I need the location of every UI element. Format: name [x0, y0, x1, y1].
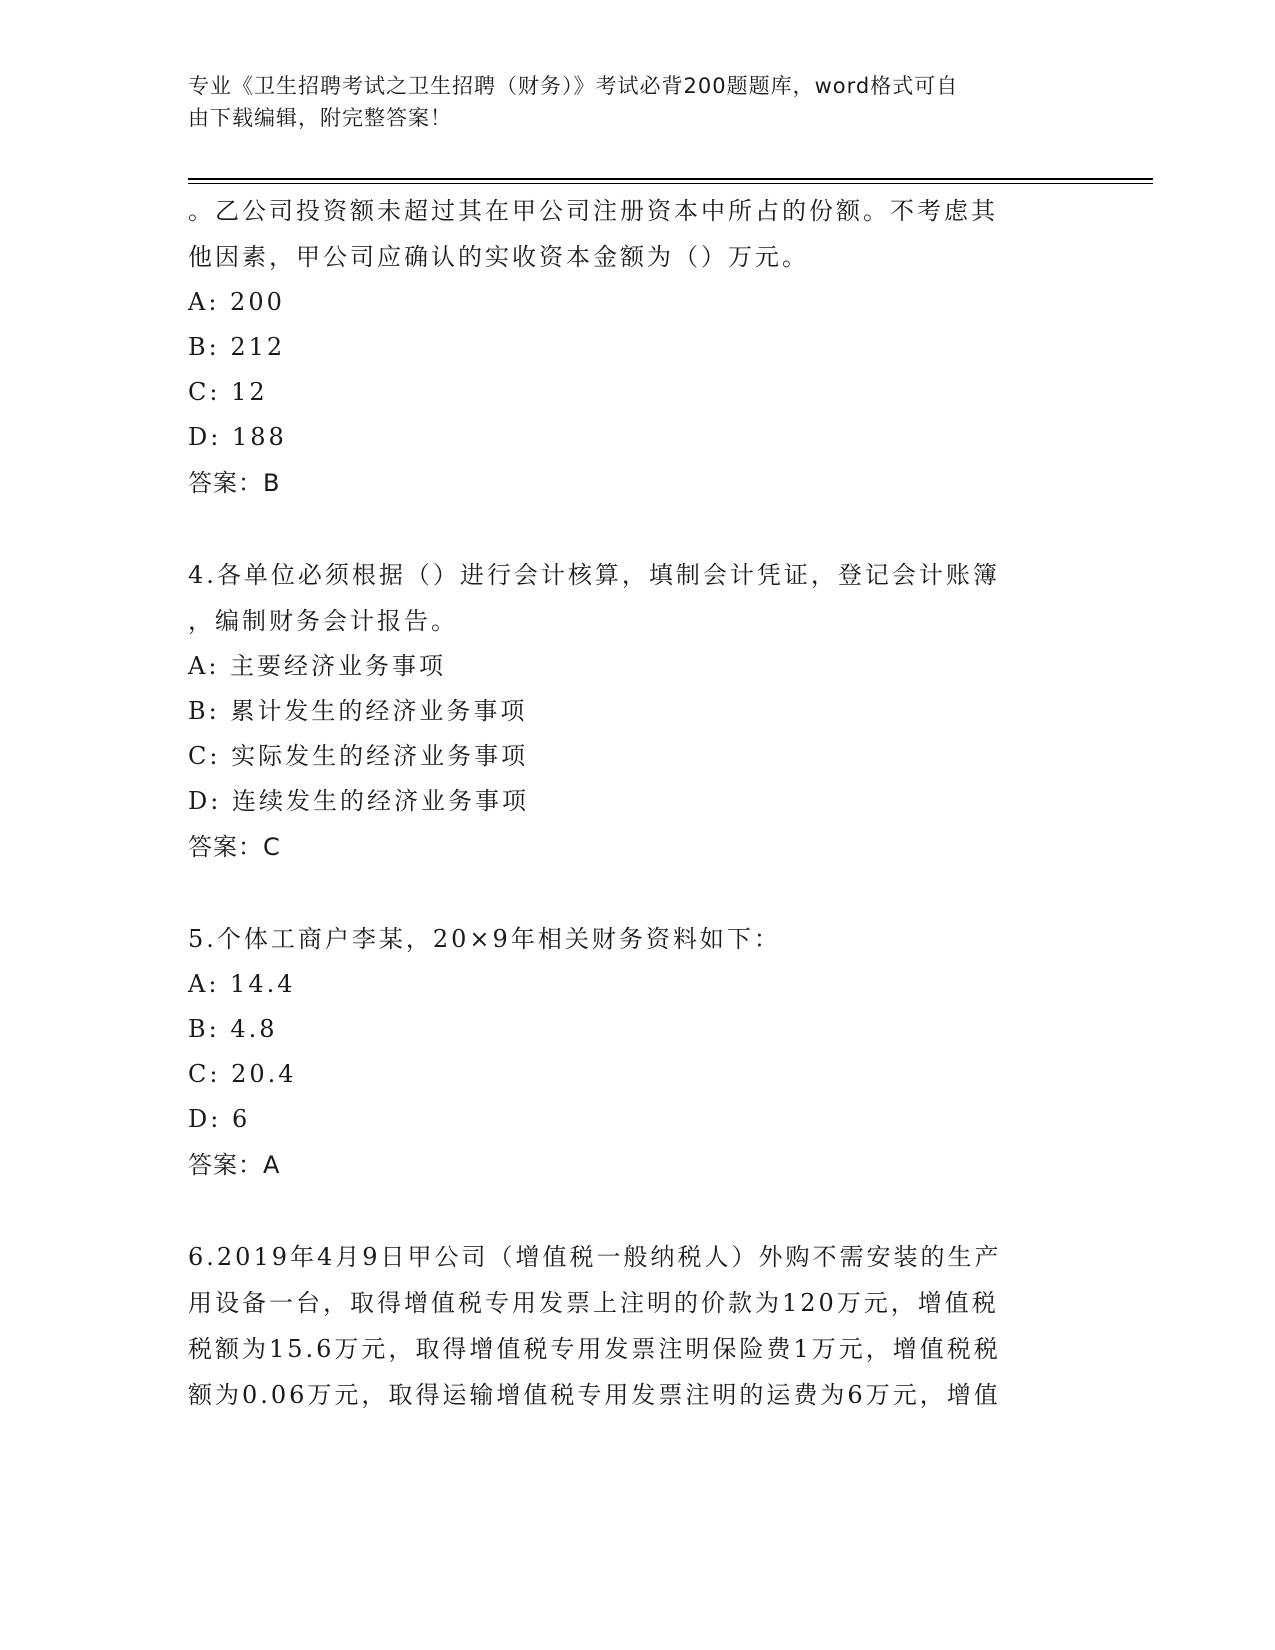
question-content — [188, 188, 1078, 1418]
header-divider-thick — [188, 178, 1153, 180]
question-5-option-b: B: 4.8 — [188, 1015, 278, 1043]
question-4 — [188, 552, 1078, 870]
question-5-option-d: D: 6 — [188, 1105, 251, 1133]
question-4-option-d: D: 连续发生的经济业务事项 — [188, 787, 529, 815]
question-3-option-d: D: 188 — [188, 423, 287, 451]
question-5-answer: 答案：A — [188, 1151, 281, 1179]
header-divider-thin — [188, 183, 1153, 184]
question-3-answer: 答案：B — [188, 469, 281, 497]
question-3-option-a: A: 200 — [188, 288, 285, 316]
question-6-text-line-1: 6.2019年4月9日甲公司（增值税一般纳税人）外购不需安装的生产 — [188, 1243, 1002, 1271]
question-6-text-line-2: 用设备一台，取得增值税专用发票上注明的价款为120万元，增值税 — [188, 1289, 999, 1317]
question-5-text-line-1: 5.个体工商户李某，20×9年相关财务资料如下： — [188, 925, 781, 953]
question-5 — [188, 916, 1078, 1188]
question-6-text-line-3: 税额为15.6万元，取得增值税专用发票注明保险费1万元，增值税税 — [188, 1335, 1001, 1363]
question-4-option-a: A: 主要经济业务事项 — [188, 652, 447, 680]
question-3 — [188, 188, 1078, 506]
document-header — [188, 70, 1068, 134]
spacer — [188, 870, 1078, 916]
question-4-text-line-2: ，编制财务会计报告。 — [188, 607, 458, 635]
question-6-text-line-4: 额为0.06万元，取得运输增值税专用发票注明的运费为6万元，增值 — [188, 1381, 1001, 1409]
question-5-option-a: A: 14.4 — [188, 970, 296, 998]
header-line-1: 专业《卫生招聘考试之卫生招聘（财务）》考试必背200题题库，word格式可自 — [188, 74, 959, 98]
spacer — [188, 1188, 1078, 1234]
question-6 — [188, 1234, 1078, 1418]
header-line-2: 由下载编辑，附完整答案！ — [188, 106, 452, 130]
question-4-answer: 答案：C — [188, 833, 281, 861]
question-4-option-c: C: 实际发生的经济业务事项 — [188, 742, 529, 770]
question-3-option-c: C: 12 — [188, 378, 268, 406]
question-3-text-line-2: 他因素，甲公司应确认的实收资本金额为（）万元。 — [188, 243, 809, 271]
question-4-text-line-1: 4.各单位必须根据（）进行会计核算，填制会计凭证，登记会计账簿 — [188, 561, 1000, 589]
question-4-option-b: B: 累计发生的经济业务事项 — [188, 697, 528, 725]
spacer — [188, 506, 1078, 552]
question-5-option-c: C: 20.4 — [188, 1060, 297, 1088]
question-3-text-line-1: 。乙公司投资额未超过其在甲公司注册资本中所占的份额。不考虑其 — [188, 197, 998, 225]
question-3-option-b: B: 212 — [188, 333, 286, 361]
